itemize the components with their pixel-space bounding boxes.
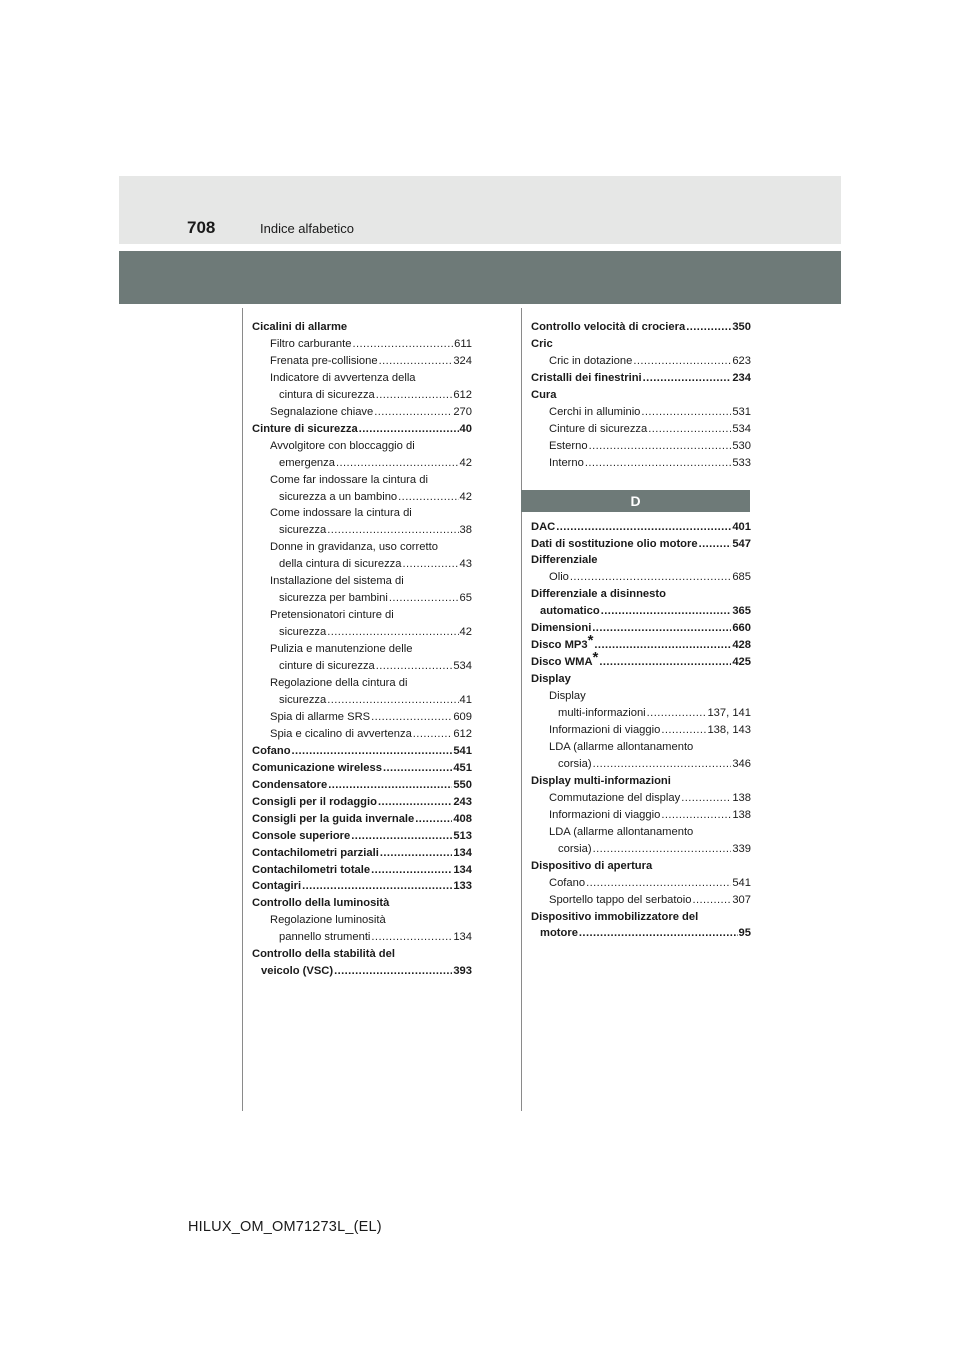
index-heading: Dispositivo immobilizzatore del bbox=[531, 910, 699, 923]
entry-page-number: 138 bbox=[732, 791, 751, 804]
entry-term-text: Spia e cicalino di avvertenza bbox=[270, 727, 412, 740]
index-entry bbox=[531, 705, 751, 722]
index-entry bbox=[252, 760, 472, 777]
index-entry bbox=[531, 632, 751, 654]
dot-leader bbox=[302, 878, 452, 895]
dot-leader bbox=[374, 404, 452, 421]
entry-page-number: 41 bbox=[459, 693, 472, 706]
index-column-left bbox=[252, 319, 472, 980]
entry-term-text: della cintura di sicurezza bbox=[279, 558, 402, 571]
index-subentry-line: LDA (allarme allontanamento bbox=[549, 825, 694, 838]
index-entry bbox=[531, 569, 751, 586]
dot-leader bbox=[359, 421, 459, 438]
index-subentry-line: Pretensionatori cinture di bbox=[270, 609, 394, 622]
entry-page-number: 134 bbox=[453, 931, 472, 944]
entry-term bbox=[252, 743, 291, 760]
dot-leader bbox=[378, 794, 452, 811]
entry-term bbox=[279, 692, 326, 709]
dot-leader bbox=[327, 522, 458, 539]
entry-term bbox=[252, 828, 350, 845]
entry-term-text: pannello strumenti bbox=[279, 931, 371, 944]
index-entry bbox=[531, 722, 751, 739]
entry-term-text: motore bbox=[540, 927, 578, 940]
entry-page-number: 451 bbox=[453, 761, 472, 774]
entry-term-text: DAC bbox=[531, 520, 556, 533]
entry-term bbox=[252, 421, 358, 438]
dot-leader bbox=[648, 421, 731, 438]
index-entry bbox=[252, 878, 472, 895]
dot-leader bbox=[579, 925, 738, 942]
entry-page-number: 38 bbox=[459, 524, 472, 537]
index-entry bbox=[531, 892, 751, 909]
letter-heading-d: D bbox=[521, 490, 750, 512]
entry-page-number: 42 bbox=[459, 626, 472, 639]
dot-leader bbox=[327, 692, 458, 709]
entry-term-text: emergenza bbox=[279, 456, 335, 469]
entry-page-number: 660 bbox=[732, 622, 751, 635]
entry-term-text: Disco MP3 bbox=[531, 639, 588, 652]
dot-leader bbox=[699, 536, 732, 553]
dot-leader bbox=[415, 811, 452, 828]
left-divider bbox=[242, 308, 243, 1111]
entry-term bbox=[531, 519, 555, 536]
index-entry bbox=[252, 455, 472, 472]
entry-term-text: Cristalli dei finestrini bbox=[531, 371, 642, 384]
index-entry bbox=[252, 590, 472, 607]
entry-page-number: 533 bbox=[732, 456, 751, 469]
entry-page-number: 138, 143 bbox=[707, 724, 751, 737]
dot-leader bbox=[371, 709, 452, 726]
entry-page-number: 534 bbox=[732, 422, 751, 435]
index-entry bbox=[531, 603, 751, 620]
dot-leader bbox=[413, 726, 453, 743]
index-entry bbox=[252, 794, 472, 811]
index-subentry-line: Come indossare la cintura di bbox=[270, 507, 412, 520]
entry-page-number: 42 bbox=[459, 490, 472, 503]
dot-leader bbox=[585, 455, 731, 472]
entry-term-text: Cofano bbox=[549, 876, 586, 889]
entry-page-number: 541 bbox=[732, 876, 751, 889]
entry-term-text: Interno bbox=[549, 456, 584, 469]
entry-page-number: 234 bbox=[732, 371, 751, 384]
index-heading: Differenziale a disinnesto bbox=[531, 588, 666, 601]
entry-term bbox=[549, 875, 585, 892]
index-entry bbox=[531, 807, 751, 824]
index-column-right bbox=[531, 319, 751, 942]
entry-term bbox=[261, 963, 333, 980]
index-heading: Cicalini di allarme bbox=[252, 321, 348, 333]
entry-page-number: 428 bbox=[732, 639, 751, 652]
header-bar bbox=[119, 251, 841, 304]
entry-term bbox=[531, 536, 698, 553]
entry-term-text: cinture di sicurezza bbox=[279, 660, 375, 673]
entry-term bbox=[531, 319, 685, 336]
index-entry bbox=[252, 489, 472, 506]
dot-leader bbox=[686, 319, 731, 336]
entry-page-number: 350 bbox=[732, 321, 751, 333]
index-subentry-line: Installazione del sistema di bbox=[270, 575, 404, 588]
entry-page-number: 243 bbox=[453, 795, 472, 808]
index-heading: Controllo della stabilità del bbox=[252, 948, 395, 961]
entry-term-text: Spia di allarme SRS bbox=[270, 710, 371, 723]
entry-page-number: 324 bbox=[453, 354, 472, 367]
index-entry bbox=[531, 404, 751, 421]
entry-term bbox=[531, 620, 591, 637]
dot-leader bbox=[589, 438, 732, 455]
entry-term-text: Cinture di sicurezza bbox=[252, 422, 358, 435]
section-title: Indice alfabetico bbox=[260, 221, 354, 236]
entry-term-text: Controllo velocità di crociera bbox=[531, 321, 686, 333]
index-heading: Cric bbox=[531, 337, 553, 350]
entry-term-text: veicolo (VSC) bbox=[261, 965, 334, 978]
entry-page-number: 541 bbox=[453, 744, 472, 757]
entry-term bbox=[549, 790, 680, 807]
entry-term bbox=[549, 438, 588, 455]
entry-term-text: Olio bbox=[549, 571, 569, 584]
entry-page-number: 138 bbox=[732, 808, 751, 821]
dot-leader bbox=[327, 624, 458, 641]
index-heading: Cura bbox=[531, 388, 557, 401]
entry-term bbox=[558, 841, 592, 858]
dot-leader bbox=[292, 743, 453, 760]
asterisk-mark: * bbox=[592, 649, 599, 667]
dot-leader bbox=[601, 603, 732, 620]
entry-term-text: Filtro carburante bbox=[270, 337, 352, 350]
index-entry bbox=[252, 336, 472, 353]
index-entry bbox=[531, 756, 751, 773]
dot-leader bbox=[389, 590, 459, 607]
dot-leader bbox=[661, 807, 731, 824]
entry-term-text: Consigli per la guida invernale bbox=[252, 812, 415, 825]
entry-term bbox=[279, 556, 402, 573]
entry-term bbox=[252, 811, 414, 828]
entry-term-text: sicurezza bbox=[279, 693, 327, 706]
entry-page-number: 270 bbox=[453, 405, 472, 418]
entry-page-number: 401 bbox=[732, 520, 751, 533]
entry-page-number: 531 bbox=[732, 405, 751, 418]
entry-page-number: 134 bbox=[453, 863, 472, 876]
entry-term-text: Esterno bbox=[549, 439, 588, 452]
index-entry bbox=[252, 556, 472, 573]
index-heading: Display bbox=[531, 673, 571, 686]
dot-leader bbox=[379, 353, 453, 370]
entry-page-number: 43 bbox=[459, 558, 472, 571]
entry-term-text: Comunicazione wireless bbox=[252, 761, 382, 774]
entry-term bbox=[252, 777, 327, 794]
index-subentry-line: Donne in gravidanza, uso corretto bbox=[270, 541, 438, 554]
entry-term-text: Cerchi in alluminio bbox=[549, 405, 641, 418]
entry-term bbox=[558, 756, 592, 773]
dot-leader bbox=[594, 637, 731, 654]
entry-page-number: 133 bbox=[453, 880, 472, 893]
index-entry bbox=[252, 709, 472, 726]
entry-term-text: Informazioni di viaggio bbox=[549, 724, 661, 737]
dot-leader bbox=[641, 404, 731, 421]
dot-leader bbox=[334, 963, 452, 980]
index-entry bbox=[252, 522, 472, 539]
index-entry bbox=[531, 370, 751, 387]
entry-term-text: Cinture di sicurezza bbox=[549, 422, 648, 435]
index-subentry-line: Pulizia e manutenzione delle bbox=[270, 643, 413, 656]
dot-leader bbox=[383, 760, 452, 777]
page-number: 708 bbox=[187, 218, 216, 237]
entry-term-text: Informazioni di viaggio bbox=[549, 808, 661, 821]
index-subentry-line: Indicatore di avvertenza della bbox=[270, 371, 416, 384]
dot-leader bbox=[592, 620, 731, 637]
entry-term bbox=[531, 370, 642, 387]
index-entry bbox=[252, 828, 472, 845]
entry-term-text: Frenata pre-collisione bbox=[270, 354, 378, 367]
index-entry bbox=[252, 845, 472, 862]
dot-leader bbox=[586, 875, 731, 892]
dot-leader bbox=[371, 862, 452, 879]
entry-term-text: Dimensioni bbox=[531, 622, 592, 635]
entry-page-number: 346 bbox=[732, 757, 751, 770]
entry-page-number: 612 bbox=[453, 388, 472, 401]
index-heading: Display multi-informazioni bbox=[531, 774, 671, 787]
entry-term bbox=[252, 878, 301, 895]
dot-leader bbox=[376, 658, 453, 675]
index-entry bbox=[531, 841, 751, 858]
entry-term bbox=[540, 925, 578, 942]
entry-term bbox=[549, 455, 584, 472]
index-entry bbox=[252, 404, 472, 421]
index-entry bbox=[252, 658, 472, 675]
dot-leader bbox=[376, 387, 453, 404]
entry-term bbox=[549, 807, 660, 824]
dot-leader bbox=[681, 790, 731, 807]
entry-term-text: Commutazione del display bbox=[549, 791, 681, 804]
entry-term bbox=[549, 722, 660, 739]
index-entry bbox=[531, 421, 751, 438]
entry-term bbox=[549, 421, 647, 438]
entry-term bbox=[558, 705, 646, 722]
index-entry bbox=[252, 692, 472, 709]
entry-page-number: 339 bbox=[732, 842, 751, 855]
entry-term-text: Console superiore bbox=[252, 829, 351, 842]
entry-term-text: automatico bbox=[540, 605, 600, 618]
entry-term-text: Disco WMA bbox=[531, 656, 593, 669]
index-entry bbox=[531, 925, 751, 942]
entry-term-text: Sportello tappo del serbatoio bbox=[549, 893, 692, 906]
entry-term bbox=[540, 603, 600, 620]
entry-page-number: 40 bbox=[459, 422, 472, 435]
index-subentry-line: Regolazione luminosità bbox=[270, 914, 386, 927]
entry-term-text: Dati di sostituzione olio motore bbox=[531, 537, 698, 550]
entry-page-number: 307 bbox=[732, 893, 751, 906]
entry-term bbox=[549, 569, 569, 586]
dot-leader bbox=[570, 569, 731, 586]
entry-term bbox=[279, 658, 375, 675]
index-entry bbox=[531, 353, 751, 370]
entry-page-number: 408 bbox=[453, 812, 472, 825]
entry-term bbox=[252, 760, 382, 777]
entry-page-number: 425 bbox=[732, 656, 751, 669]
entry-term bbox=[531, 649, 599, 671]
index-entry bbox=[252, 353, 472, 370]
dot-leader bbox=[593, 841, 732, 858]
index-entry bbox=[252, 963, 472, 980]
index-subentry-line: Regolazione della cintura di bbox=[270, 677, 408, 690]
entry-page-number: 611 bbox=[454, 337, 472, 350]
dot-leader bbox=[336, 455, 459, 472]
entry-term bbox=[279, 624, 326, 641]
index-entry bbox=[531, 649, 751, 671]
dot-leader bbox=[593, 756, 732, 773]
entry-page-number: 65 bbox=[459, 592, 472, 605]
index-heading: Controllo della luminosità bbox=[252, 897, 390, 910]
index-subentry-line: Display bbox=[549, 690, 586, 703]
index-entry bbox=[252, 862, 472, 879]
dot-leader bbox=[398, 489, 458, 506]
index-entry bbox=[252, 777, 472, 794]
entry-term bbox=[270, 353, 378, 370]
entry-term bbox=[252, 845, 379, 862]
entry-term bbox=[279, 522, 326, 539]
entry-term bbox=[270, 726, 412, 743]
entry-term bbox=[549, 353, 632, 370]
entry-term-text: Condensatore bbox=[252, 778, 328, 791]
entry-term bbox=[531, 632, 594, 654]
entry-term-text: corsia) bbox=[558, 757, 592, 770]
index-entry bbox=[252, 624, 472, 641]
index-entry bbox=[531, 519, 751, 536]
dot-leader bbox=[371, 929, 452, 946]
index-entry bbox=[531, 455, 751, 472]
index-subentry-line: LDA (allarme allontanamento bbox=[549, 740, 694, 753]
entry-term-text: cintura di sicurezza bbox=[279, 388, 375, 401]
index-entry bbox=[531, 319, 751, 336]
entry-term-text: sicurezza bbox=[279, 524, 327, 537]
dot-leader bbox=[352, 336, 453, 353]
index-entry bbox=[252, 743, 472, 760]
index-entry bbox=[531, 790, 751, 807]
entry-term bbox=[279, 455, 335, 472]
dot-leader bbox=[599, 654, 731, 671]
entry-page-number: 623 bbox=[732, 354, 751, 367]
index-entry bbox=[531, 620, 751, 637]
dot-leader bbox=[328, 777, 452, 794]
index-entry bbox=[531, 536, 751, 553]
dot-leader bbox=[692, 892, 731, 909]
entry-term-text: sicurezza a un bambino bbox=[279, 490, 398, 503]
index-heading: Dispositivo di apertura bbox=[531, 859, 653, 872]
entry-page-number: 393 bbox=[453, 965, 472, 978]
entry-term-text: Cofano bbox=[252, 744, 291, 757]
entry-term-text: sicurezza bbox=[279, 626, 327, 639]
dot-leader bbox=[647, 705, 707, 722]
entry-term-text: Contagiri bbox=[252, 880, 302, 893]
index-entry bbox=[252, 811, 472, 828]
index-entry bbox=[531, 438, 751, 455]
entry-term bbox=[279, 929, 370, 946]
dot-leader bbox=[380, 845, 453, 862]
right-divider bbox=[521, 308, 522, 1111]
entry-term bbox=[252, 862, 370, 879]
index-entry bbox=[531, 875, 751, 892]
header-band bbox=[119, 176, 841, 244]
index-group-d bbox=[531, 519, 751, 943]
entry-page-number: 530 bbox=[732, 439, 751, 452]
entry-page-number: 42 bbox=[459, 456, 472, 469]
entry-term-text: Segnalazione chiave bbox=[270, 405, 374, 418]
dot-leader bbox=[403, 556, 459, 573]
entry-page-number: 95 bbox=[738, 927, 751, 940]
entry-term-text: corsia) bbox=[558, 842, 592, 855]
dot-leader bbox=[633, 353, 731, 370]
document-code: HILUX_OM_OM71273L_(EL) bbox=[188, 1219, 382, 1235]
entry-term bbox=[279, 387, 375, 404]
index-entry bbox=[252, 726, 472, 743]
entry-page-number: 609 bbox=[453, 710, 472, 723]
entry-term bbox=[252, 794, 377, 811]
entry-page-number: 137, 141 bbox=[707, 707, 751, 720]
entry-term-text: Contachilometri totale bbox=[252, 863, 371, 876]
entry-page-number: 534 bbox=[453, 660, 472, 673]
entry-term-text: multi-informazioni bbox=[558, 707, 646, 720]
entry-page-number: 612 bbox=[453, 727, 472, 740]
index-entry bbox=[252, 929, 472, 946]
entry-page-number: 513 bbox=[453, 829, 472, 842]
entry-page-number: 365 bbox=[732, 605, 751, 618]
entry-term bbox=[270, 336, 351, 353]
index-heading: Differenziale bbox=[531, 554, 598, 567]
dot-leader bbox=[351, 828, 452, 845]
entry-term bbox=[270, 404, 373, 421]
entry-term bbox=[279, 590, 388, 607]
index-entry bbox=[252, 387, 472, 404]
entry-page-number: 547 bbox=[732, 537, 751, 550]
index-subentry-line: Come far indossare la cintura di bbox=[270, 473, 428, 486]
entry-page-number: 134 bbox=[453, 846, 472, 859]
dot-leader bbox=[661, 722, 706, 739]
entry-page-number: 685 bbox=[732, 571, 751, 584]
entry-term-text: Contachilometri parziali bbox=[252, 846, 379, 859]
entry-term bbox=[549, 892, 691, 909]
index-group-c bbox=[531, 319, 751, 472]
entry-term bbox=[279, 489, 397, 506]
index-entry bbox=[252, 421, 472, 438]
entry-term-text: Cric in dotazione bbox=[549, 354, 633, 367]
dot-leader bbox=[643, 370, 732, 387]
dot-leader bbox=[556, 519, 731, 536]
entry-page-number: 550 bbox=[453, 778, 472, 791]
entry-term bbox=[270, 709, 370, 726]
entry-term-text: sicurezza per bambini bbox=[279, 592, 388, 605]
index-subentry-line: Avvolgitore con bloccaggio di bbox=[270, 439, 415, 452]
asterisk-mark: * bbox=[587, 632, 594, 650]
entry-term-text: Consigli per il rodaggio bbox=[252, 795, 377, 808]
entry-term bbox=[549, 404, 640, 421]
